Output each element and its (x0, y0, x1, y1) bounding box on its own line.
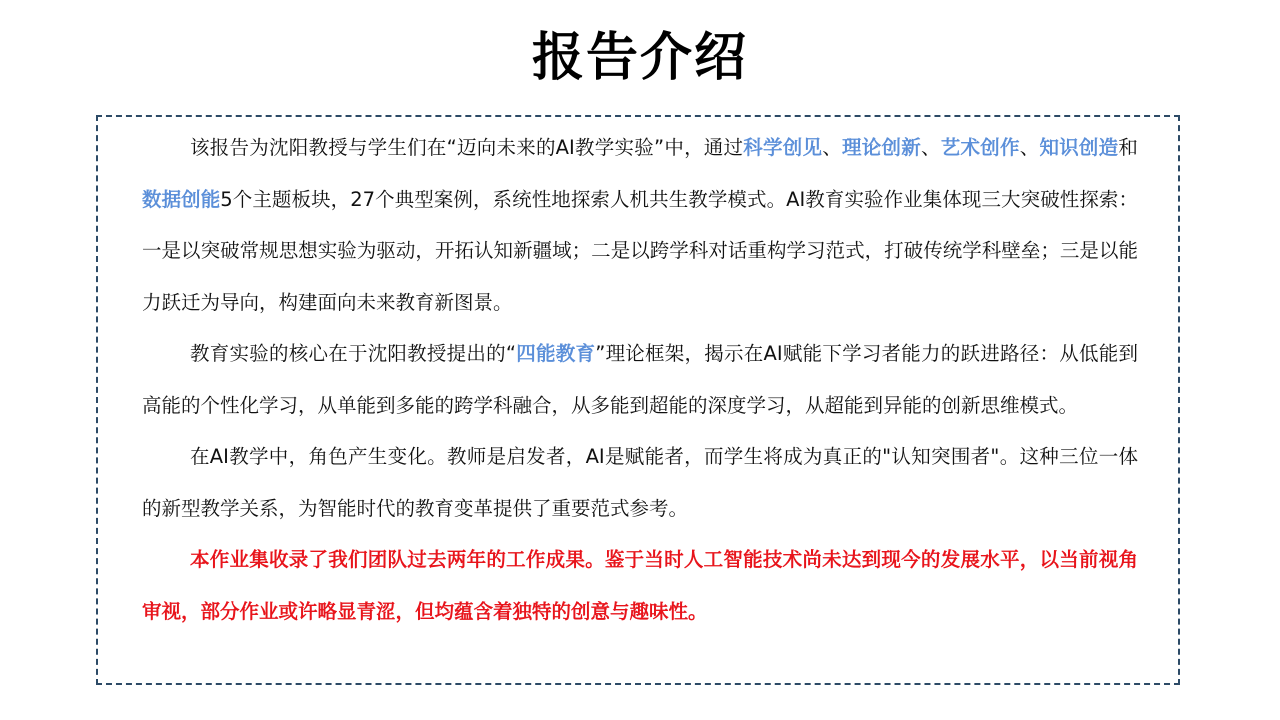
text-run: 和 (1118, 136, 1138, 159)
intro-paragraph-3: 在AI教学中，角色产生变化。教师是启发者，AI是赋能者，而学生将成为真正的"认知突围者"。这种三位一体的新型教学关系，为智能时代的教育变革提供了重要范式参考。 (142, 445, 1138, 520)
text-run: 、 (920, 136, 941, 159)
highlight-data-empowerment: 数据创能 (142, 187, 221, 211)
highlight-theory-innovation: 理论创新 (842, 136, 921, 159)
intro-paragraph-4-note: 本作业集收录了我们团队过去两年的工作成果。鉴于当时人工智能技术尚未达到现今的发展水平，以当前视角审视，部分作业或许略显青涩，但均蕴含着独特的创意与趣味性。 (142, 548, 1138, 623)
text-run: 该报告为沈阳教授与学生们在“迈向未来的AI教学实验”中，通过 (190, 136, 744, 159)
text-run: 教育实验的核心在于沈阳教授提出的“ (190, 342, 516, 365)
highlight-four-abilities-education: 四能教育 (516, 342, 596, 365)
page-title: 报告介绍 (531, 28, 748, 88)
highlight-art-creation: 艺术创作 (940, 136, 1020, 159)
intro-paragraph-1 (142, 122, 1138, 328)
highlight-science-insight: 科学创见 (743, 136, 823, 159)
text-run: 、 (822, 136, 843, 159)
highlight-knowledge-creation: 知识创造 (1039, 136, 1119, 159)
text-run: ”理论框架，揭示在AI赋能下学习者能力的跃进路径：从低能到高能的个性化学习，从单能到多能的跨学科融合，从多能到超能的深度学习，从超能到异能的创新思维模式。 (142, 342, 1138, 417)
text-run: 5个主题板块，27个典型案例，系统性地探索人机共生教学模式。AI教育实验作业集体现三大突破性探索：一是以突破常规思想实验为驱动，开拓认知新疆域；二是以跨学科对话重构学习范式，打破传统学科壁垒；三是以能力跃迁为导向，构建面向未来教育新图景。 (142, 187, 1138, 314)
intro-paragraph-2 (142, 328, 1138, 431)
report-body (142, 122, 1138, 637)
text-run: 、 (1019, 136, 1040, 159)
